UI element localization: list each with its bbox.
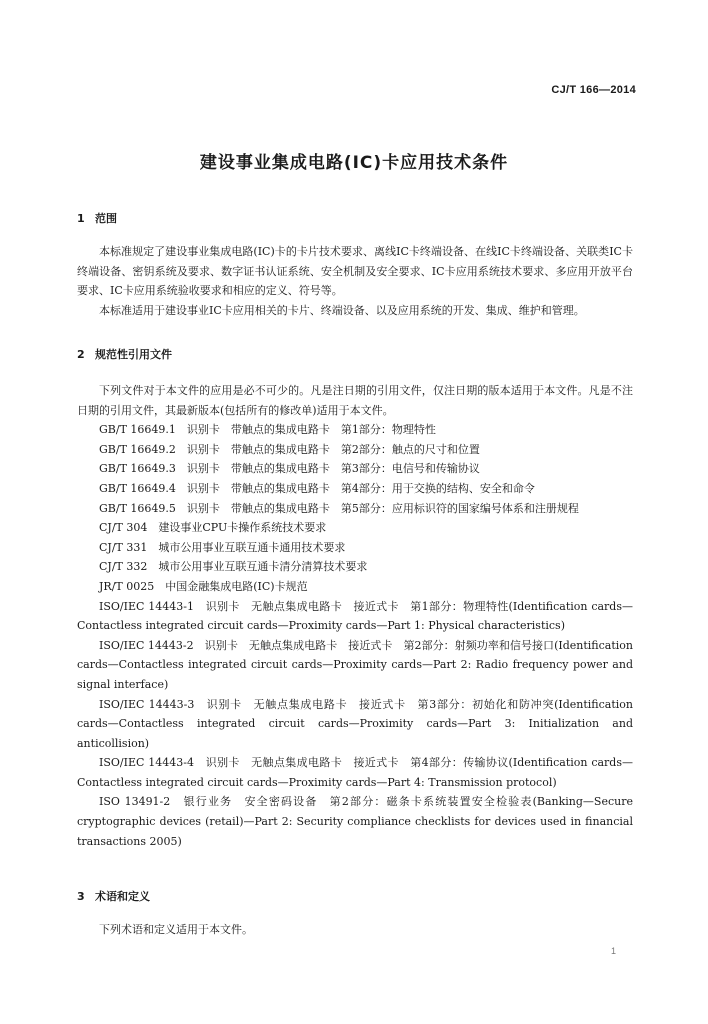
section-body-normative-references — [77, 381, 633, 851]
section-title: 术语和定义 — [95, 890, 150, 903]
reference-item: CJ/T 332 城市公用事业互联互通卡清分清算技术要求 — [99, 560, 368, 574]
reference-item: ISO/IEC 14443-1 识别卡 无触点集成电路卡 接近式卡 第1部分：物理特性(Identification cards—Contactless integrated circuit cards—Proximity cards—Part 1: Physical characteristics) — [77, 599, 633, 633]
section-title: 规范性引用文件 — [95, 348, 172, 361]
reference-item: ISO/IEC 14443-3 识别卡 无触点集成电路卡 接近式卡 第3部分：初始化和防冲突(Identification cards—Contactless integrated circuit cards—Proximity cards—Part 3: Initialization and anticollision) — [77, 697, 633, 750]
reference-item: CJ/T 304 建设事业CPU卡操作系统技术要求 — [99, 521, 327, 535]
section-number: 1 — [77, 212, 85, 225]
reference-item: ISO 13491-2 银行业务 安全密码设备 第2部分：磁条卡系统装置安全检验表(Banking—Secure cryptographic devices (retail)—Part 2: Security compliance checklists for devices used in financial transactions 2005) — [77, 795, 633, 848]
reference-item: GB/T 16649.4 识别卡 带触点的集成电路卡 第4部分：用于交换的结构、安全和命令 — [99, 481, 535, 495]
reference-item: GB/T 16649.1 识别卡 带触点的集成电路卡 第1部分：物理特性 — [99, 423, 436, 437]
reference-item: CJ/T 331 城市公用事业互联互通卡通用技术要求 — [99, 540, 346, 554]
reference-item: GB/T 16649.3 识别卡 带触点的集成电路卡 第3部分：电信号和传输协议 — [99, 462, 480, 476]
section-number: 2 — [77, 348, 85, 361]
document-title: 建设事业集成电路(IC)卡应用技术条件 — [199, 153, 509, 173]
paragraph: 本标准适用于建设事业IC卡应用相关的卡片、终端设备、以及应用系统的开发、集成、维护和管理。 — [99, 303, 585, 317]
section-heading-terms-definitions — [77, 888, 150, 904]
page-number: 1 — [610, 946, 616, 956]
section-title: 范围 — [95, 212, 117, 225]
reference-item: GB/T 16649.2 识别卡 带触点的集成电路卡 第2部分：触点的尺寸和位置 — [99, 442, 480, 456]
section-number: 3 — [77, 890, 85, 903]
section-body-terms-definitions — [77, 920, 633, 940]
reference-item: JR/T 0025 中国金融集成电路(IC)卡规范 — [99, 579, 308, 593]
reference-item: ISO/IEC 14443-2 识别卡 无触点集成电路卡 接近式卡 第2部分：射频功率和信号接口(Identification cards—Contactless integrated circuit cards—Proximity cards—Part 2: Radio frequency power and signal interface) — [77, 638, 633, 691]
paragraph: 下列文件对于本文件的应用是必不可少的。凡是注日期的引用文件，仅注日期的版本适用于本文件。凡是不注日期的引用文件，其最新版本(包括所有的修改单)适用于本文件。 — [77, 384, 633, 417]
paragraph: 本标准规定了建设事业集成电路(IC)卡的卡片技术要求、离线IC卡终端设备、在线IC卡终端设备、关联类IC卡终端设备、密钥系统及要求、数字证书认证系统、安全机制及安全要求、IC卡应用系统技术要求、多应用开放平台要求、IC卡应用系统验收要求和相应的定义、符号等。 — [77, 245, 633, 298]
section-heading-normative-references — [77, 346, 172, 362]
section-body-scope — [77, 242, 633, 320]
reference-item: ISO/IEC 14443-4 识别卡 无触点集成电路卡 接近式卡 第4部分：传输协议(Identification cards—Contactless integrated circuit cards—Proximity cards—Part 4: Transmission protocol) — [77, 756, 633, 789]
standard-code: CJ/T 166—2014 — [551, 84, 636, 96]
reference-item: GB/T 16649.5 识别卡 带触点的集成电路卡 第5部分：应用标识符的国家编号体系和注册规程 — [99, 501, 579, 515]
section-heading-scope — [77, 210, 117, 226]
paragraph: 下列术语和定义适用于本文件。 — [99, 923, 253, 936]
